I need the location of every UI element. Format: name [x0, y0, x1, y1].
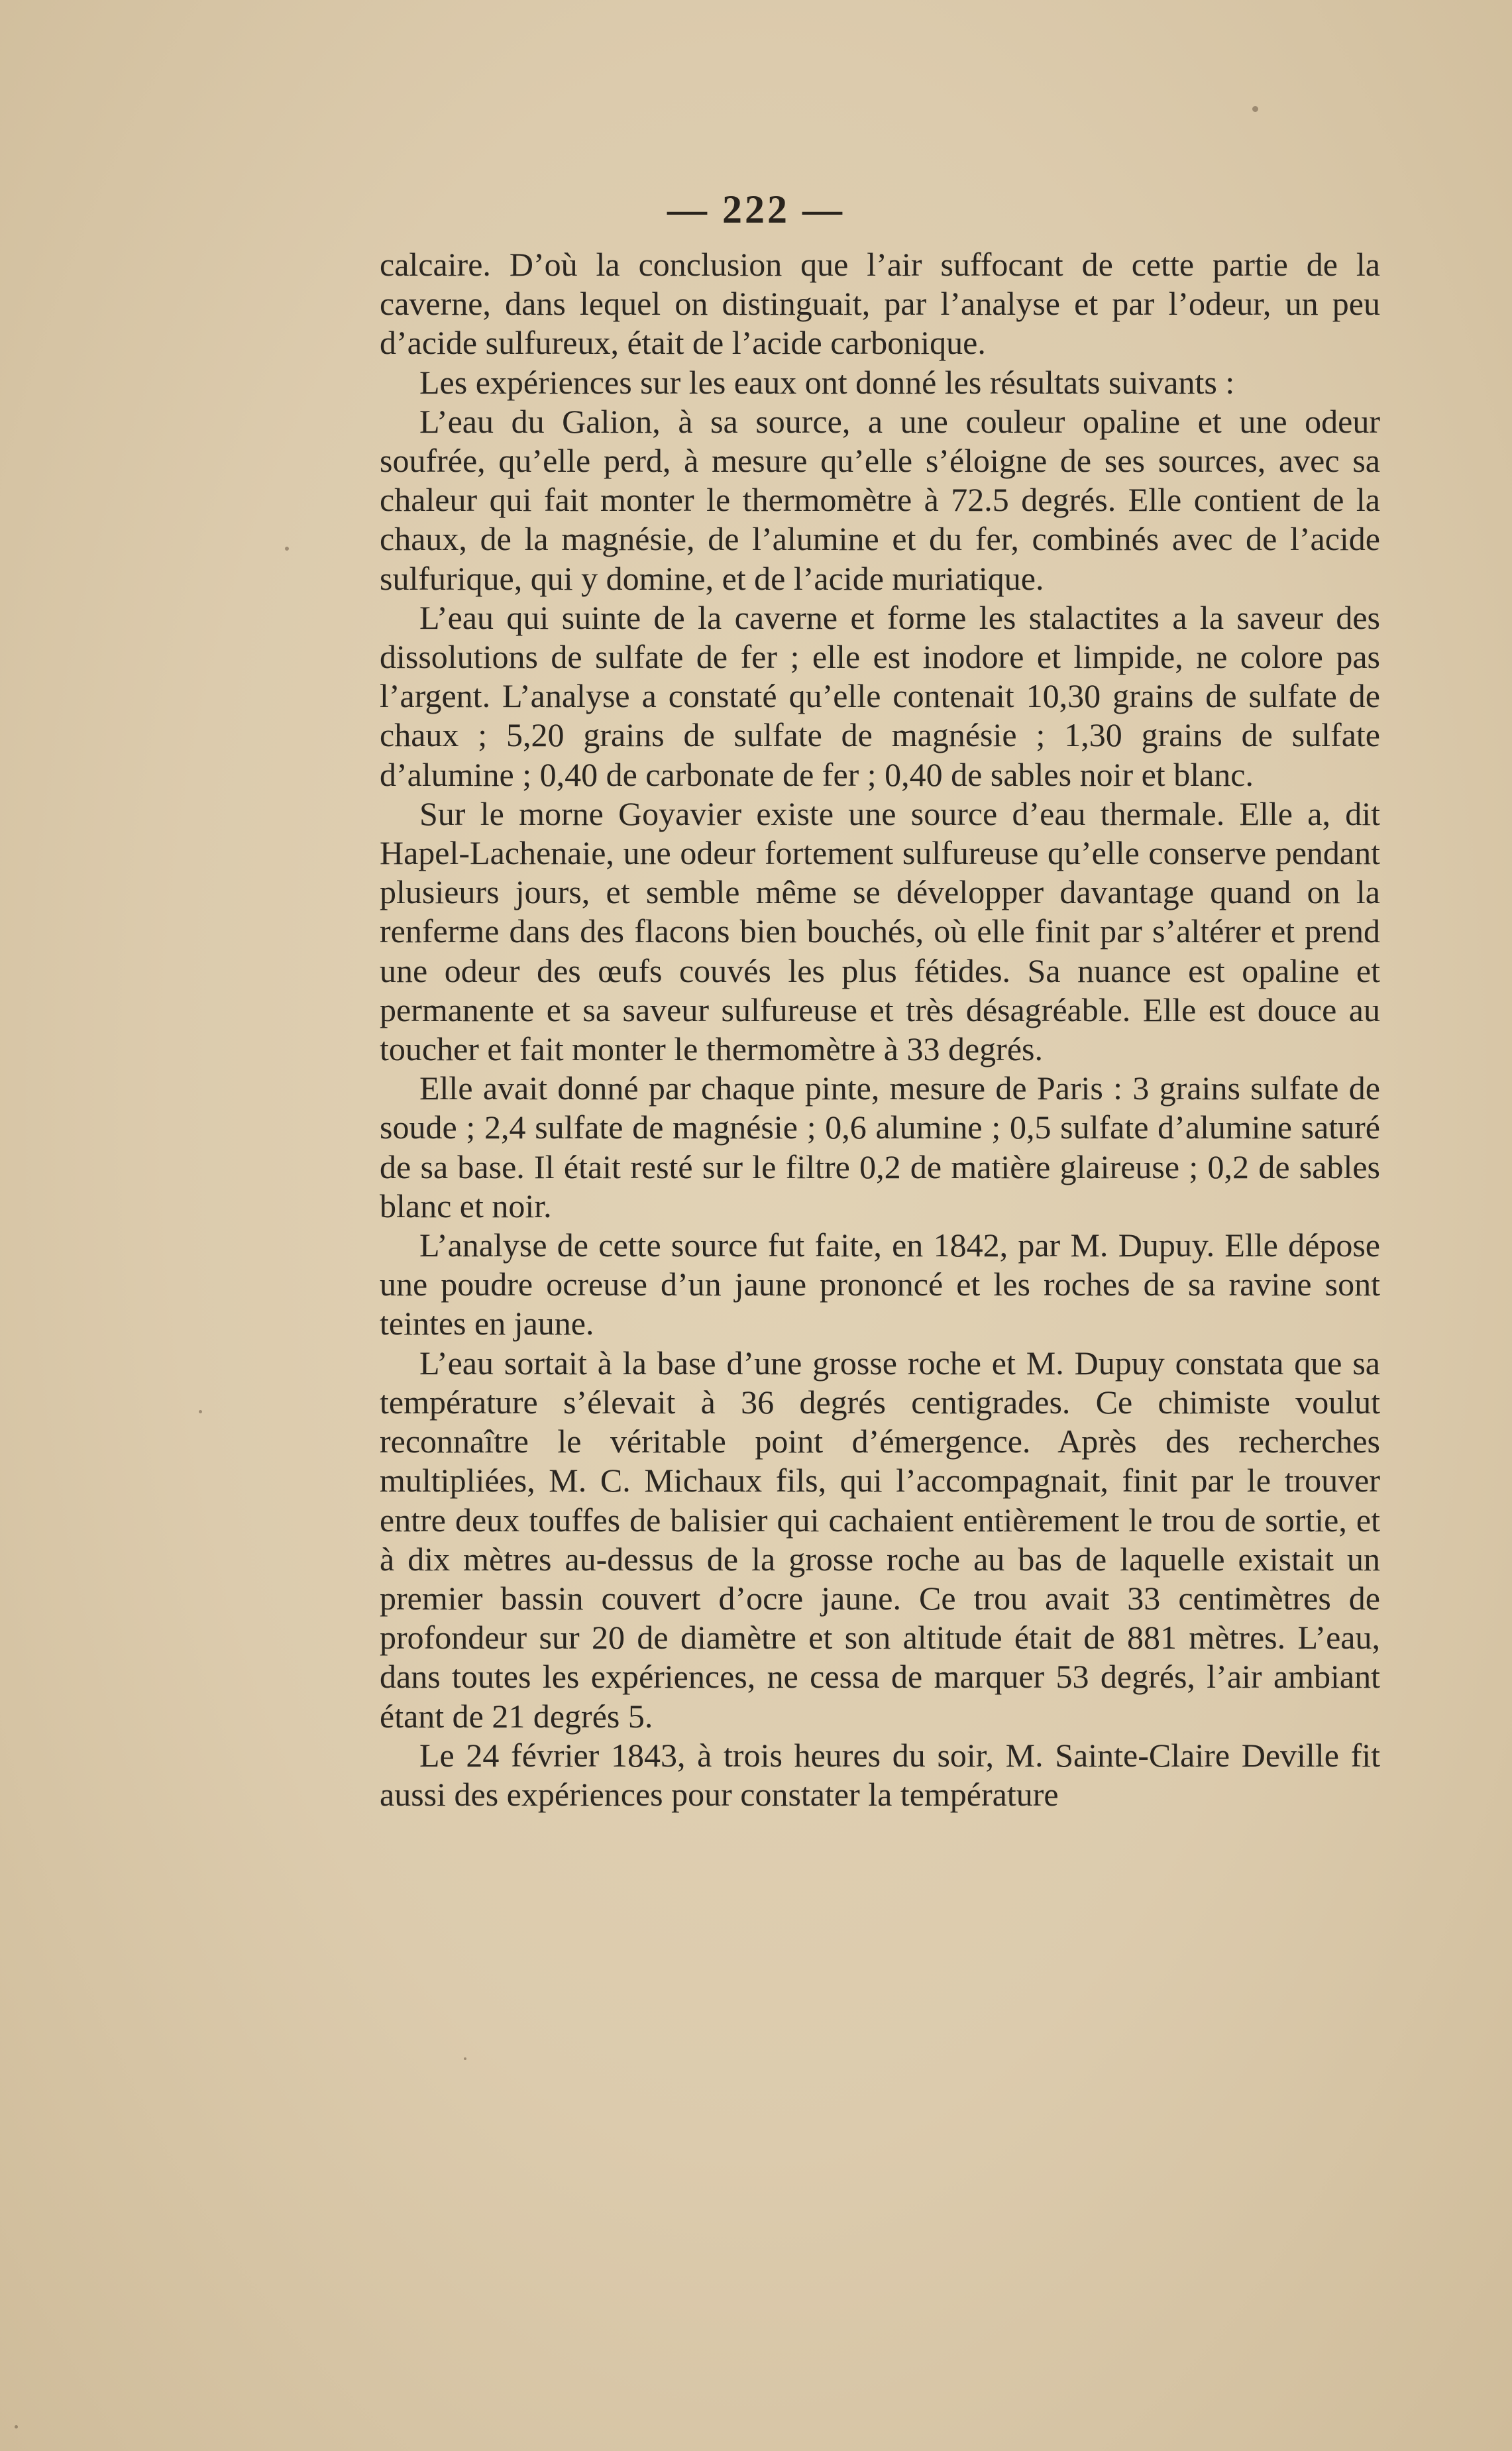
ink-speck [199, 1410, 202, 1413]
paragraph: L’analyse de cette source fut faite, en 1842, par M. Dupuy. Elle dépose une poudre ocreuse d’un jaune prononcé et les roches de sa ravine sont teintes en jaune. [380, 1226, 1380, 1342]
paragraph: Les expériences sur les eaux ont donné les résultats suivants : [419, 363, 1235, 401]
ink-speck [464, 2057, 466, 2060]
paragraph: L’eau sortait à la base d’une grosse roche et M. Dupuy constata que sa température s’élevait à 36 degrés centigrades. Ce chimiste voulut reconnaître le véritable point d’émergence. Après des recherches multipliées, M. C. Michaux fils, qui l’accompagnait, finit par le trouver entre deux touffes de balisier qui cachaient entièrement le trou de sortie, et à dix mètres au-dessus de la grosse roche au bas de laquelle existait un premier bassin couvert d’ocre jaune. Ce trou avait 33 centimètres de profondeur sur 20 de diamètre et son altitude était de 881 mètres. L’eau, dans toutes les expériences, ne cessa de marquer 53 degrés, l’air ambiant étant de 21 degrés 5. [380, 1344, 1380, 1735]
paragraph: L’eau du Galion, à sa source, a une couleur opaline et une odeur soufrée, qu’elle perd, à mesure qu’elle s’éloigne de ses sources, avec sa chaleur qui fait monter le thermomètre à 72.5 degrés. Elle contient de la chaux, de la magnésie, de l’alumine et du fer, combinés avec de l’acide sulfurique, qui y domine, et de l’acide muriatique. [380, 402, 1380, 597]
paragraph: calcaire. D’où la conclusion que l’air suffocant de cette partie de la caverne, dans lequel on distinguait, par l’analyse et par l’odeur, un peu d’acide sulfureux, était de l’acide carbonique. [380, 246, 1380, 362]
paragraph: Elle avait donné par chaque pinte, mesure de Paris : 3 grains sulfate de soude ; 2,4 sulfate de magnésie ; 0,6 alumine ; 0,5 sulfate d’alumine saturé de sa base. Il était resté sur le filtre 0,2 de matière glaireuse ; 0,2 de sables blanc et noir. [380, 1069, 1380, 1225]
ink-speck [285, 547, 289, 551]
ink-speck [1252, 106, 1258, 112]
ink-speck [15, 2425, 18, 2428]
paragraph: L’eau qui suinte de la caverne et forme les stalactites a la saveur des dissolutions de sulfate de fer ; elle est inodore et limpide, ne colore pas l’argent. L’analyse a constaté qu’elle contenait 10,30 grains de sulfate de chaux ; 5,20 grains de sulfate de magnésie ; 1,30 grains de sulfate d’alumine ; 0,40 de carbonate de fer ; 0,40 de sables noir et blanc. [380, 598, 1380, 793]
paragraph: Sur le morne Goyavier existe une source d’eau thermale. Elle a, dit Hapel-Lachenaie, une odeur fortement sulfureuse qu’elle conserve pendant plusieurs jours, et semble même se développer davantage quand on la renferme dans des flacons bien bouchés, où elle finit par s’altérer et prend une odeur des œufs couvés les plus fétides. Sa nuance est opaline et permanente et sa saveur sulfureuse et très désagréable. Elle est douce au toucher et fait monter le thermomètre à 33 degrés. [380, 794, 1380, 1068]
page-number: — 222 — [667, 188, 845, 231]
body-text [380, 245, 1380, 1814]
paragraph: Le 24 février 1843, à trois heures du soir, M. Sainte-Claire Deville fit aussi des expériences pour constater la température [380, 1736, 1380, 1813]
